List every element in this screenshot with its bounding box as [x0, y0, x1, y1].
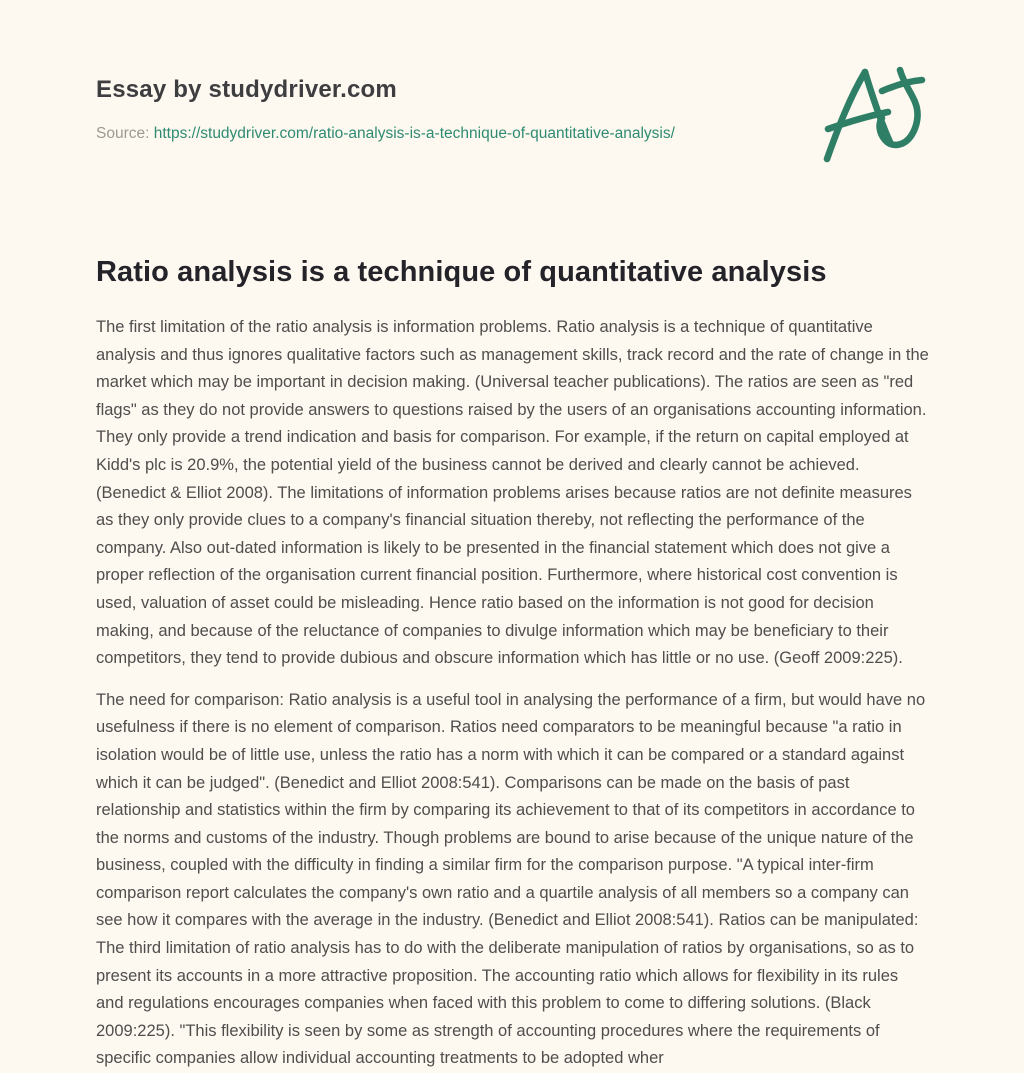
- source-label: Source:: [96, 125, 150, 142]
- essay-paragraph-2: The need for comparison: Ratio analysis is a useful tool in analysing the performance of a firm, but would have no usefulness if there is no element of comparison. Ratios need comparators to be meaningful because "a ratio in isolation would be of little use, unless the ratio has a norm with which it can be compared or a standard against which it can be judged". (Benedict and Elliot 2008:541). Comparisons can be made on the basis of past relationship and statistics within the firm by comparing its achievement to that of its competitors in accordance to the norms and customs of the industry. Though problems are bound to arise because of the unique nature of the business, coupled with the difficulty in finding a similar firm for the comparison purpose. "A typical inter-firm comparison report calculates the company's own ratio and a quartile analysis of all members so a company can see how it compares with the average in the industry. (Benedict and Elliot 2008:541). Ratios can be manipulated: The third limitation of ratio analysis has to do with the deliberate manipulation of ratios by organisations, so as to present its accounts in a more attractive proposition. The accounting ratio which allows for flexibility in its rules and regulations encourages companies when faced with this problem to come to differing solutions. (Black 2009:225). "This flexibility is seen by some as strength of accounting procedures where the requirements of specific companies allow individual accounting treatments to be adopted wher: [96, 690, 926, 1068]
- essay-body: [96, 314, 929, 1073]
- essay-content: [96, 0, 929, 1073]
- source-link[interactable]: https://studydriver.com/ratio-analysis-is-a-technique-of-quantitative-analysis/: [153, 125, 675, 142]
- essay-paragraph-1: The first limitation of the ratio analysis is information problems. Ratio analysis is a technique of quantitative analysis and thus ignores qualitative factors such as management skills, track record and the rate of change in the market which may be important in decision making. (Universal teacher publications). The ratios are seen as "red flags" as they do not provide answers to questions raised by the users of an organisations accounting information. They only provide a trend indication and basis for comparison. For example, if the return on capital employed at Kidd's plc is 20.9%, the potential yield of the business cannot be derived and clearly cannot be achieved. (Benedict & Elliot 2008). The limitations of information problems arises because ratios are not definite measures as they only provide clues to a company's financial situation thereby, not reflecting the performance of the company. Also out-dated information is likely to be presented in the financial statement which does not give a proper reflection of the organisation current financial position. Furthermore, where historical cost convention is used, valuation of asset could be misleading. Hence ratio based on the information is not good for decision making, and because of the reluctance of companies to divulge information which may be beneficiary to their competitors, they tend to provide dubious and obscure information which has little or no use. (Geoff 2009:225).: [96, 318, 929, 668]
- byline-heading: Essay by studydriver.com: [96, 76, 397, 103]
- source-row: [96, 125, 929, 143]
- essay-title: Ratio analysis is a technique of quantitative analysis: [96, 256, 827, 288]
